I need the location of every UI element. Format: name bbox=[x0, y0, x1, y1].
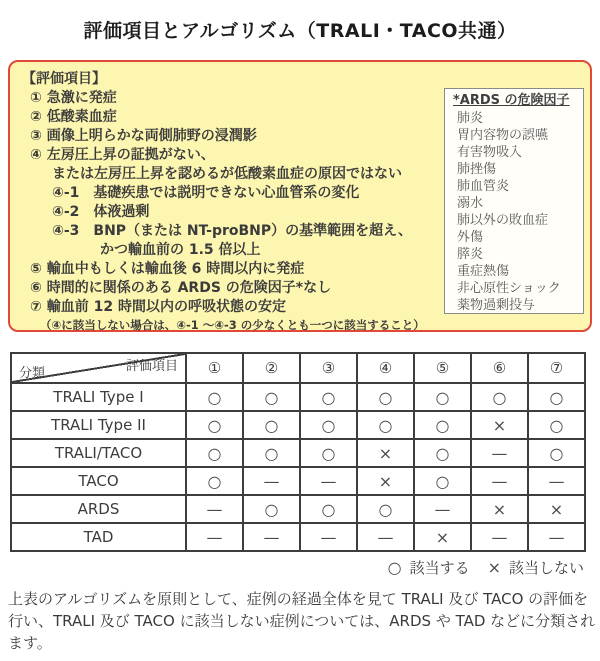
table-cell: ○ bbox=[243, 411, 300, 439]
table-cell: × bbox=[471, 495, 528, 523]
ards-risk-item: 胃内容物の誤嚥 bbox=[457, 128, 549, 143]
classification-table bbox=[10, 352, 586, 552]
criteria-line-1: ① 急激に発症 bbox=[30, 90, 117, 106]
table-col-header-7: ⑦ bbox=[528, 353, 585, 383]
criteria-line-4-cont: または左房圧上昇を認めるが低酸素血症の原因ではない bbox=[52, 166, 402, 182]
criteria-line-3: ③ 画像上明らかな両側肺野の浸潤影 bbox=[30, 128, 257, 144]
criteria-line-6: ⑥ 時間的に関係のある ARDS の危険因子*なし bbox=[30, 280, 332, 296]
table-cell: ○ bbox=[357, 495, 414, 523]
criteria-line-7: ⑦ 輸血前 12 時間以内の呼吸状態の安定 bbox=[30, 299, 286, 315]
table-cell: ○ bbox=[300, 439, 357, 467]
ards-risk-item: 肺以外の敗血症 bbox=[457, 213, 549, 228]
ards-risk-item: 有害物吸入 bbox=[457, 145, 523, 160]
table-cell: ○ bbox=[186, 383, 243, 411]
criteria-note: （④に該当しない場合は、④-1 ～④-3 の少なくとも一つに該当すること） bbox=[40, 318, 425, 332]
table-cell: × bbox=[528, 495, 585, 523]
row-label: TAD bbox=[11, 523, 186, 551]
corner-label-class: 分類 bbox=[19, 366, 46, 381]
table-cell: ○ bbox=[357, 411, 414, 439]
table-row-trali-type1 bbox=[11, 383, 585, 411]
table-row-ards bbox=[11, 495, 585, 523]
table-col-header-6: ⑥ bbox=[471, 353, 528, 383]
criteria-line-4-1: ④-1 基礎疾患では説明できない心血管系の変化 bbox=[52, 185, 360, 201]
ards-risk-item: 薬物過剰投与 bbox=[457, 298, 536, 313]
table-cell: — bbox=[300, 523, 357, 551]
ards-risk-item: 外傷 bbox=[457, 230, 484, 245]
table-cell: — bbox=[471, 523, 528, 551]
table-cell: ○ bbox=[186, 467, 243, 495]
table-cell: ○ bbox=[186, 439, 243, 467]
table-cell: ○ bbox=[243, 383, 300, 411]
table-cell: ○ bbox=[528, 411, 585, 439]
criteria-line-2: ② 低酸素血症 bbox=[30, 109, 117, 125]
row-label: TRALI/TACO bbox=[11, 439, 186, 467]
table-legend bbox=[388, 557, 584, 578]
row-label: TRALI Type I bbox=[11, 383, 186, 411]
table-cell: ○ bbox=[186, 411, 243, 439]
table-row-tad bbox=[11, 523, 585, 551]
ards-risk-item: 膵炎 bbox=[457, 247, 484, 262]
table-cell: ○ bbox=[414, 439, 471, 467]
ards-risk-box bbox=[444, 88, 584, 314]
table-cell: ○ bbox=[243, 439, 300, 467]
criteria-line-4-3-cont: かつ輸血前の 1.5 倍以上 bbox=[100, 242, 261, 258]
ards-risk-item: 肺炎 bbox=[457, 111, 484, 126]
table-cell: × bbox=[357, 467, 414, 495]
table-cell: ○ bbox=[414, 383, 471, 411]
legend-yes-label: 該当する bbox=[409, 559, 470, 577]
table-cell: — bbox=[243, 523, 300, 551]
table-col-header-4: ④ bbox=[357, 353, 414, 383]
table-col-header-5: ⑤ bbox=[414, 353, 471, 383]
table-cell: × bbox=[471, 411, 528, 439]
row-label: TRALI Type II bbox=[11, 411, 186, 439]
ards-risk-item: 溺水 bbox=[457, 196, 484, 211]
table-row-trali-type2 bbox=[11, 411, 585, 439]
table-cell: — bbox=[471, 439, 528, 467]
table-cell: ○ bbox=[300, 411, 357, 439]
table-cell: ○ bbox=[243, 495, 300, 523]
table-col-header-2: ② bbox=[243, 353, 300, 383]
table-cell: — bbox=[414, 495, 471, 523]
table-cell: ○ bbox=[357, 383, 414, 411]
row-label: TACO bbox=[11, 467, 186, 495]
ards-risk-item: 肺血管炎 bbox=[457, 179, 510, 194]
row-label: ARDS bbox=[11, 495, 186, 523]
criteria-line-5: ⑤ 輸血中もしくは輸血後 6 時間以内に発症 bbox=[30, 261, 305, 277]
table-header-row bbox=[11, 353, 585, 383]
corner-label-items: 評価項目 bbox=[125, 359, 178, 374]
table-cell: ○ bbox=[300, 495, 357, 523]
page-title: 評価項目とアルゴリズム（TRALI・TACO共通） bbox=[83, 20, 517, 42]
ards-risk-title: *ARDS の危険因子 bbox=[453, 93, 570, 108]
table-cell: — bbox=[357, 523, 414, 551]
table-cell: × bbox=[357, 439, 414, 467]
table-cell: — bbox=[300, 467, 357, 495]
circle-symbol: ○ bbox=[387, 558, 402, 577]
criteria-heading: 【評価項目】 bbox=[22, 71, 106, 87]
table-col-header-3: ③ bbox=[300, 353, 357, 383]
ards-risk-item: 重症熱傷 bbox=[457, 264, 510, 279]
table-cell: — bbox=[471, 467, 528, 495]
cross-symbol: × bbox=[487, 558, 501, 577]
criteria-line-4: ④ 左房圧上昇の証拠がない、 bbox=[30, 147, 215, 163]
table-cell: — bbox=[528, 467, 585, 495]
table-row-taco bbox=[11, 467, 585, 495]
table-corner-cell bbox=[11, 353, 186, 383]
criteria-line-4-2: ④-2 体液過剰 bbox=[52, 204, 150, 220]
ards-risk-item: 肺挫傷 bbox=[457, 162, 497, 177]
table-cell: ○ bbox=[471, 383, 528, 411]
table-row-trali-taco bbox=[11, 439, 585, 467]
legend-no-label: 該当しない bbox=[508, 559, 584, 577]
table-cell: ○ bbox=[528, 439, 585, 467]
table-cell: ○ bbox=[414, 467, 471, 495]
table-cell: × bbox=[414, 523, 471, 551]
criteria-line-4-3: ④-3 BNP（または NT-proBNP）の基準範囲を超え、 bbox=[52, 223, 412, 239]
table-cell: — bbox=[528, 523, 585, 551]
table-cell: — bbox=[186, 495, 243, 523]
table-cell: ○ bbox=[528, 383, 585, 411]
table-cell: — bbox=[243, 467, 300, 495]
table-cell: ○ bbox=[414, 411, 471, 439]
table-col-header-1: ① bbox=[186, 353, 243, 383]
table-cell: — bbox=[186, 523, 243, 551]
table-cell: ○ bbox=[300, 383, 357, 411]
footer-paragraph: 上表のアルゴリズムを原則として、症例の経過全体を見て TRALI 及び TACO の評価を行い、TRALI 及び TACO に該当しない症例については、ARDS や TAD などに分類されます。 bbox=[8, 590, 596, 652]
ards-risk-item: 非心原性ショック bbox=[457, 281, 561, 296]
